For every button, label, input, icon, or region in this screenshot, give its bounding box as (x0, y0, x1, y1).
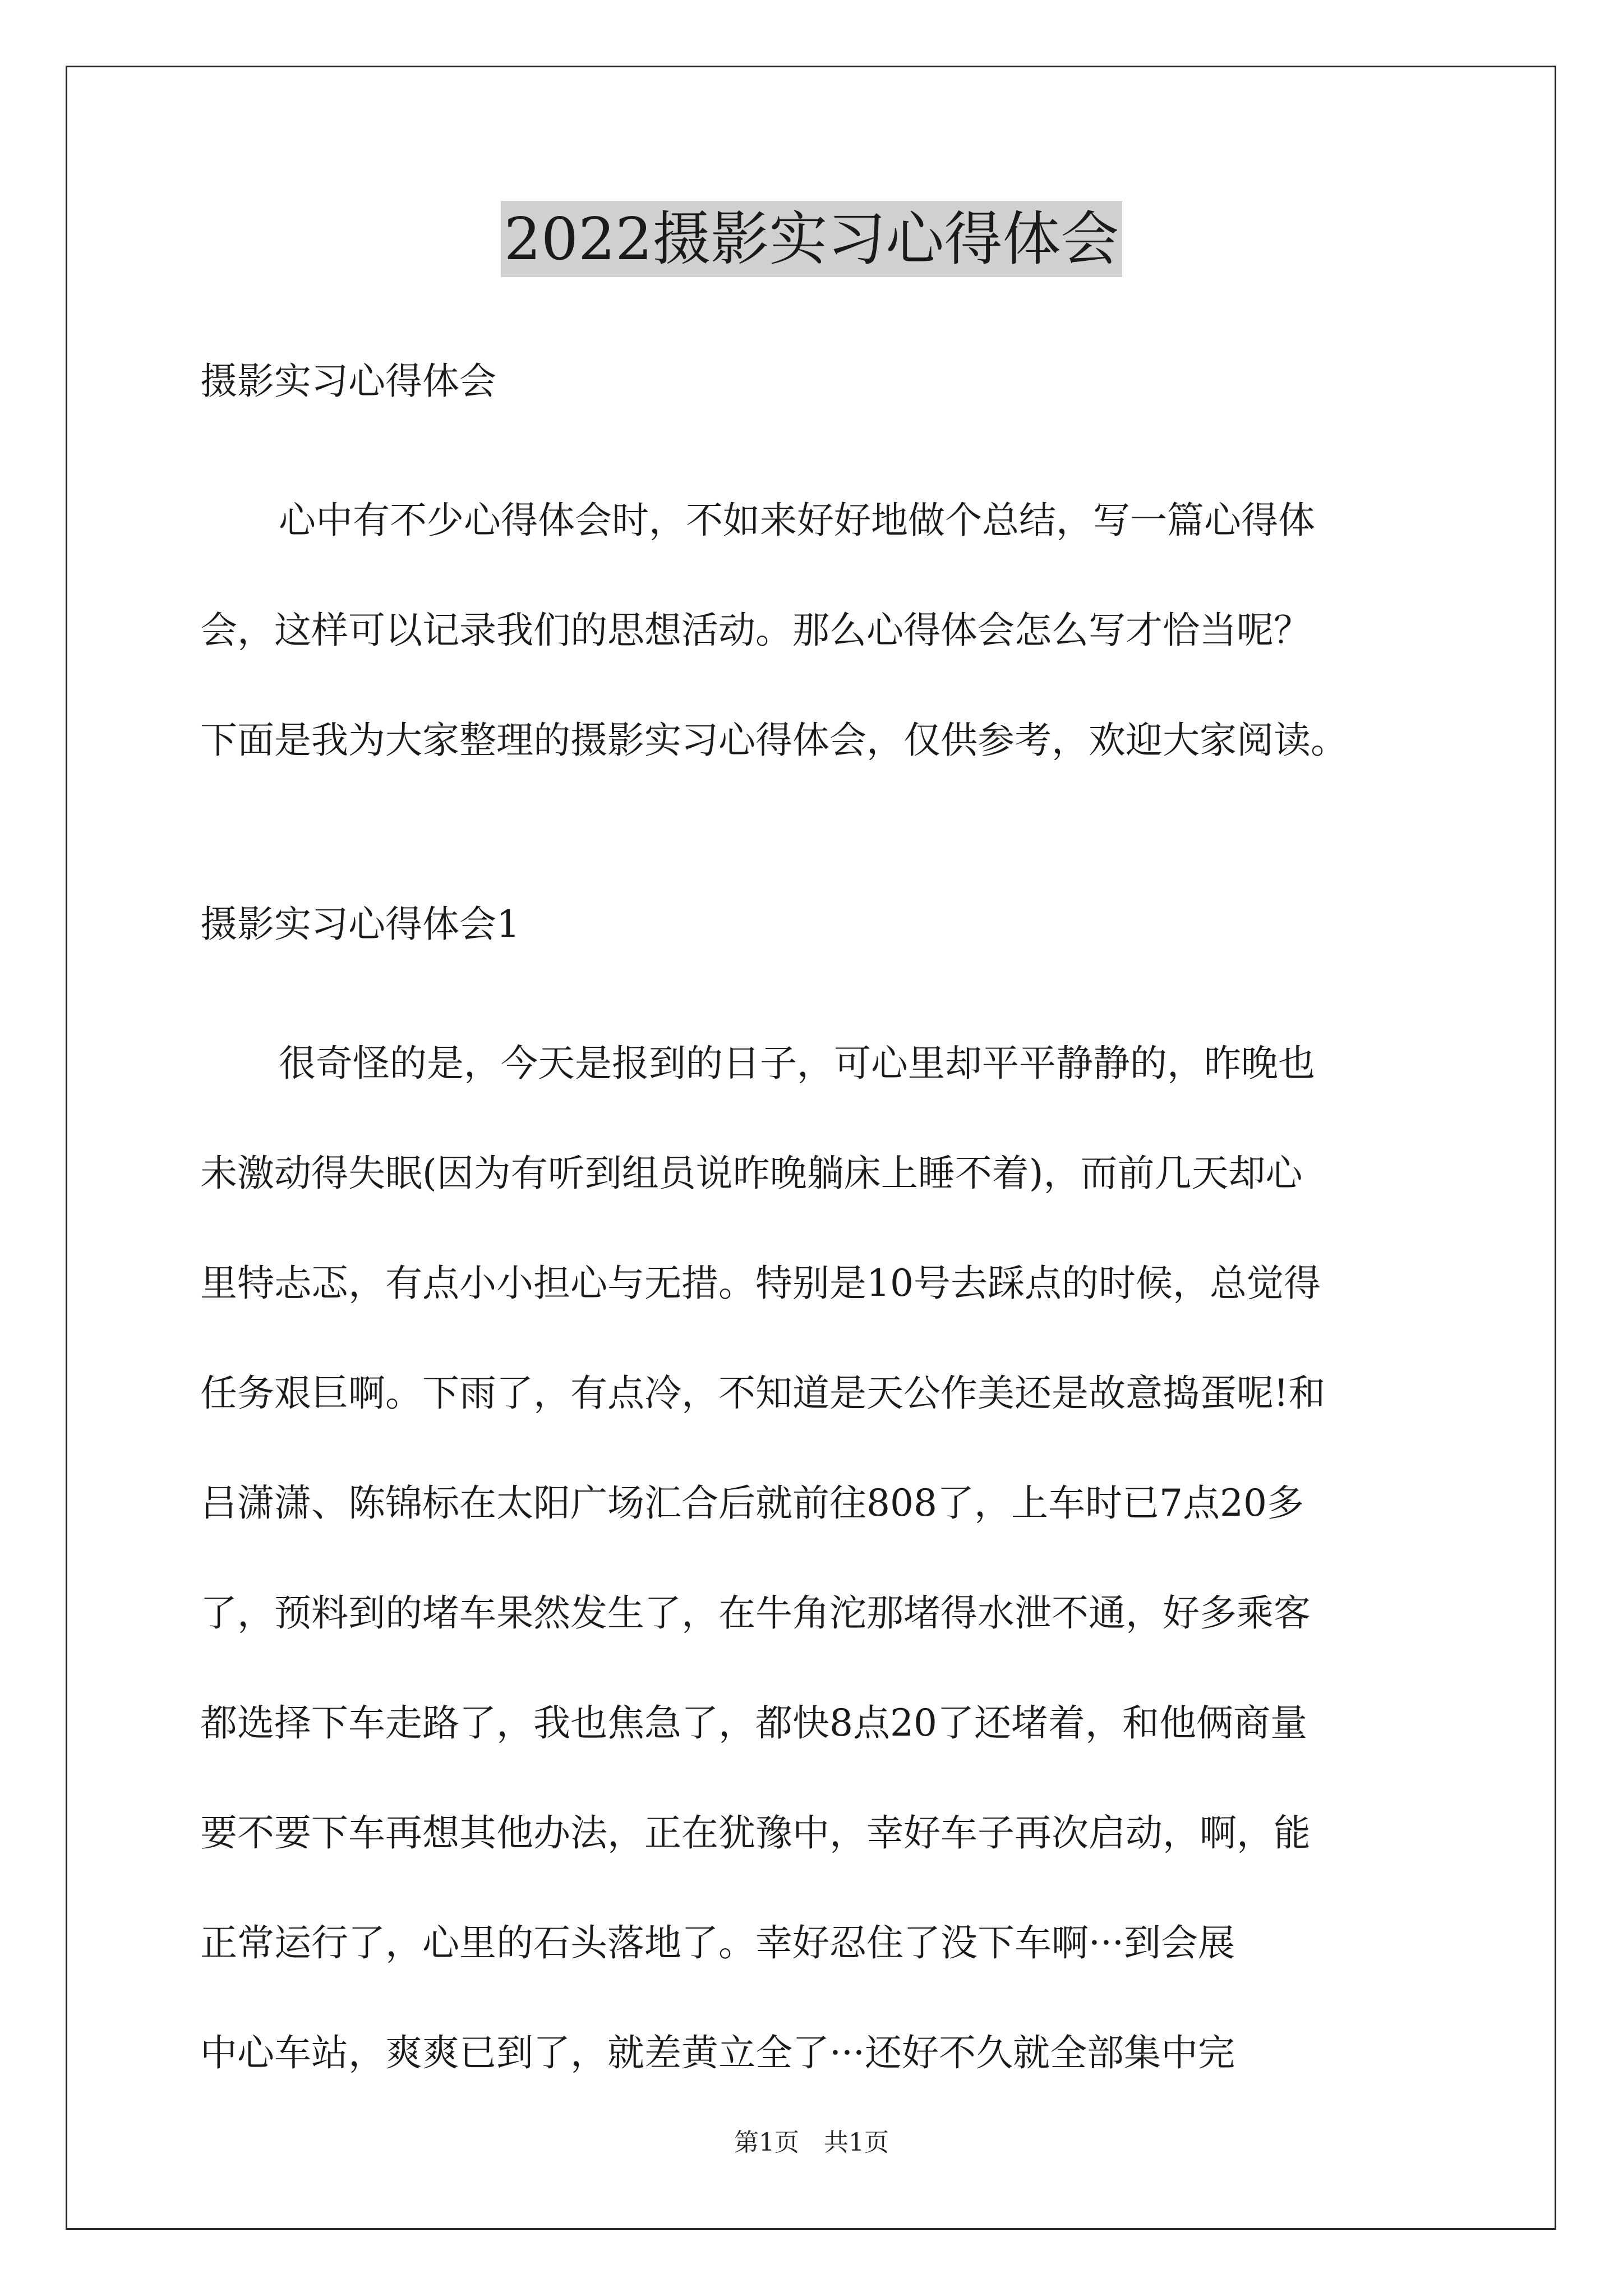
body-line: 里特忐忑，有点小小担心与无措。特别是10号去踩点的时候，总觉得 (200, 1262, 1321, 1305)
page-footer: 第1页 共1页 (734, 2128, 889, 2157)
document-body (200, 337, 1434, 2108)
section-heading: 摄影实习心得体会1 (200, 903, 520, 946)
intro-line: 心中有不少心得体会时，不如来好好地做个总结，写一篇心得体 (279, 499, 1315, 542)
intro-line: 下面是我为大家整理的摄影实习心得体会，仅供参考，欢迎大家阅读。 (200, 719, 1348, 762)
intro-line: 会，这样可以记录我们的思想活动。那么心得体会怎么写才恰当呢？ (200, 609, 1311, 652)
body-line: 都选择下车走路了，我也焦急了，都快8点20了还堵着，和他俩商量 (200, 1701, 1307, 1745)
body-line: 正常运行了，心里的石头落地了。幸好忍住了没下车啊···到会展 (200, 1921, 1235, 1964)
body-line: 任务艰巨啊。下雨了，有点冷，不知道是天公作美还是故意捣蛋呢!和 (200, 1372, 1326, 1415)
body-line: 了，预料到的堵车果然发生了，在牛角沱那堵得水泄不通，好多乘客 (200, 1591, 1311, 1635)
subtitle-heading: 摄影实习心得体会 (200, 360, 496, 403)
body-line: 未激动得失眠(因为有听到组员说昨晚躺床上睡不着)，而前几天却心 (200, 1152, 1303, 1195)
document-title: 2022摄影实习心得体会 (501, 201, 1123, 277)
body-line: 很奇怪的是，今天是报到的日子，可心里却平平静静的，昨晚也 (279, 1042, 1315, 1085)
body-line: 中心车站，爽爽已到了，就差黄立全了···还好不久就全部集中完 (200, 2031, 1235, 2074)
body-line: 吕潇潇、陈锦标在太阳广场汇合后就前往808了，上车时已7点20多 (200, 1481, 1304, 1525)
body-line: 要不要下车再想其他办法，正在犹豫中，幸好车子再次启动，啊，能 (200, 1811, 1311, 1855)
title-container (0, 201, 1623, 277)
